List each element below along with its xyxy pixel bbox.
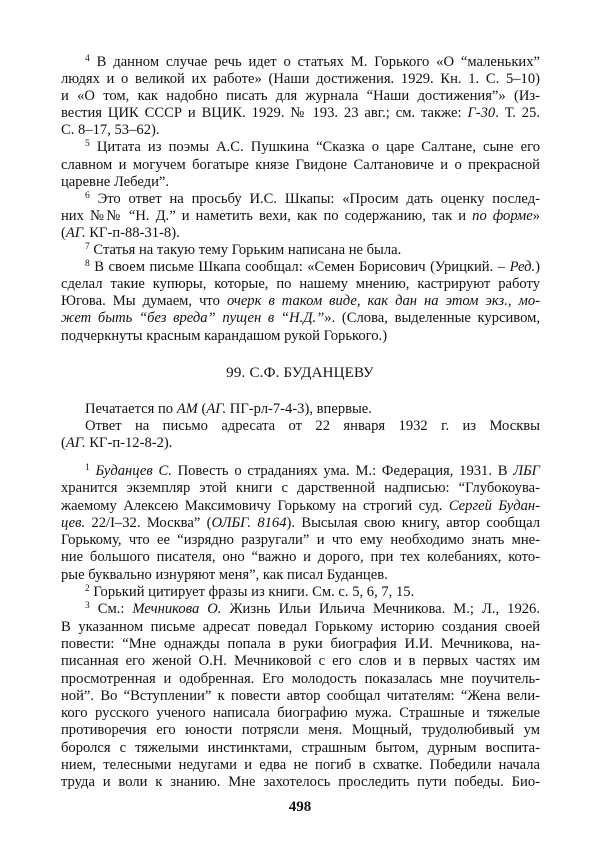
text-line [61,174,540,191]
text-line [61,671,540,688]
italic-text: цев. [61,514,86,531]
text-run: кого русского ученого написала биографию мужа. Страшные и тяжелые [61,705,540,722]
text-line [61,549,540,566]
text-line [61,498,540,515]
italic-text: АГ. [65,224,86,241]
text-run: боролся с тяжелыми инстинктами, страшным бытом, дурным воспита- [61,739,540,756]
text-line [61,208,540,225]
text-run: труда и воли к знанию. Мне захотелось проследить пути победы. Био- [61,774,540,791]
source-note [61,401,540,452]
text-line [61,88,540,105]
italic-text: ЛБГ [513,463,540,479]
text-run: ( [61,435,66,451]
text-line [61,225,540,242]
text-line [61,653,540,670]
text-line [61,139,540,156]
text-run: Горький цитирует фразы из книги. См. с. 5, 6, 7, 15. [89,584,415,601]
text-run: царевне Лебеди”. [61,173,170,190]
footnote-number: 1 [85,463,90,473]
text-line [61,740,540,757]
text-line [61,619,540,636]
text-run: нием, телесными недугами и едва не погиб в схватке. Победили начала [61,757,540,774]
text-line [61,774,540,791]
text-run: ной”. Во “Вступлении” к повести автор сообщал читателям: “Жена вели- [61,687,540,704]
text-run: С. 8–17, 53–62). [61,122,160,139]
text-run: и «О том, как надобно писать для журнала “Наши достижения”» (Из- [61,88,540,105]
text-line [61,293,540,310]
text-line [61,105,540,122]
text-run: ( [197,401,207,417]
text-line [61,122,540,139]
text-run: рые буквально изнуряют меня”, как писал Буданцев. [61,566,388,583]
text-run: хранится экземпляр этой книги с дарственной надписью: “Глубокоува- [61,480,540,497]
text-run: КГ-п-88-31-8). [85,224,180,241]
text-line [61,310,540,327]
text-run: Горькому, что ее “изрядно разругали” и что ему необходимо знать мне- [61,532,540,549]
text-run: повести: “Мне однажды попала в руки биография И.И. Мечникова, на- [61,635,540,652]
text-line [61,463,540,480]
italic-text: Г-30 [467,105,496,122]
text-line [61,54,540,71]
text-line [61,276,540,293]
text-line [61,601,540,618]
text-run: См.: [89,601,133,618]
text-line [61,418,540,435]
italic-text: Ред. [509,259,536,276]
text-run: ние большого писателя, оно “важно и дорого, при тех колебаниях, кото- [61,549,540,566]
footnote-number: 3 [85,601,90,612]
footnote-number: 5 [85,139,90,150]
text-run: ) [535,259,540,276]
italic-text: Буданцев С. [95,463,172,479]
text-line [61,157,540,174]
text-run: подчеркнуты красным карандашом рукой Горького.) [61,327,388,344]
italic-text: очерк в таком виде, как дан на этом экз., мо- [226,293,540,310]
text-run: Ответ на письмо адресата от 22 января 1932 г. из Москвы [85,418,540,434]
text-run: сделал такие купюры, которые, по нашему мнению, кастрируют работу [61,276,540,293]
italic-text: жет быть “без вреда” пущен в “Н.Д.” [61,310,325,327]
text-line [61,584,540,601]
text-run: Цитата из поэмы А.С. Пушкина “Сказка о царе Салтане, сыне его [89,139,540,156]
italic-text: Мечникова О. [132,601,222,618]
italic-text: по форме [472,207,533,224]
text-line [61,688,540,705]
footnote-number: 4 [85,54,90,64]
text-line [61,242,540,259]
text-run: них №№ “Н. Д.” и наметить вехи, как по содержанию, так и [61,207,473,224]
text-run: жаемому Алексею Максимовичу Горькому на строгий суд. [61,497,449,514]
text-run: 22/I–32. Москва” ( [85,514,212,531]
text-run: » [532,207,540,224]
text-line [61,480,540,497]
text-run: КГ-п-12-8-2). [85,435,173,451]
text-line [61,722,540,739]
text-line [61,515,540,532]
text-run: Печатается по [85,401,177,417]
text-run: . Т. 25. [495,105,540,122]
letter-heading: 99. С.Ф. БУДАНЦЕВУ [226,365,374,381]
page-number: 498 [288,799,312,815]
italic-text: ОЛБГ. 8164 [211,514,287,531]
text-run: Жизнь Ильи Ильича Мечникова. М.; Л., 1926. [221,601,540,618]
footnote-number: 2 [85,584,90,595]
text-run: Статья на такую тему Горьким написана не была. [89,242,402,259]
italic-text: АГ. [65,435,86,451]
text-line [61,705,540,722]
footnote-number: 7 [85,242,90,253]
text-run: Повесть о страданиях ума. М.: Федерация, 1931. В [171,463,514,479]
italic-text: АГ. [206,401,227,417]
text-line [61,567,540,584]
text-line [61,532,540,549]
text-run: просмотренная и одобренная. Его молодость показалась мне поучитель- [61,670,540,687]
text-run: ПГ-рл-7-4-3), впервые. [226,401,372,417]
italic-text: Сергей Будан- [448,497,540,514]
text-run: вестия ЦИК СССР и ВЦИК. 1929. № 193. 23 авг.; см. также: [61,105,468,122]
text-run: В указанном письме адресат поведал Горькому историю создания своей [61,618,540,635]
text-line [61,636,540,653]
footnotes-budantsev [61,463,540,792]
text-line [61,757,540,774]
text-line [61,328,540,345]
text-run: людях и о великой их работе» (Наши достижения. 1929. Кн. 1. С. 5–10) [61,71,540,88]
text-run: Югова. Мы думаем, что [61,293,227,310]
text-line [61,401,540,418]
footnotes-previous-letter [61,54,540,345]
text-run: В данном случае речь идет о статьях М. Горького «О “маленьких” [89,54,540,70]
text-line [61,191,540,208]
text-run: ( [61,224,66,241]
text-run: ». (Слова, выделенные курсивом, [324,310,541,327]
text-line [61,435,540,452]
text-run: В своем письме Шкапа сообщал: «Семен Борисович (Урицкий. – [89,259,510,276]
text-run: писанная его женой О.Н. Мечниковой с его слов и в первых частях им [61,653,540,670]
text-line [61,259,540,276]
italic-text: АМ [176,401,198,417]
text-run: Это ответ на просьбу И.С. Шкапы: «Просим дать оценку послед- [89,190,540,207]
footnote-number: 6 [85,190,90,201]
text-run: славном и могучем богатыре князе Гвидоне Салтановиче и о прекрасной [61,156,540,173]
text-line [61,71,540,88]
text-run: противоречия его юности потрясли меня. Мощный, трудолюбивый ум [61,722,540,739]
footnote-number: 8 [85,259,90,270]
text-run: ). Высылая свою книгу, автор сообщал [286,514,540,531]
